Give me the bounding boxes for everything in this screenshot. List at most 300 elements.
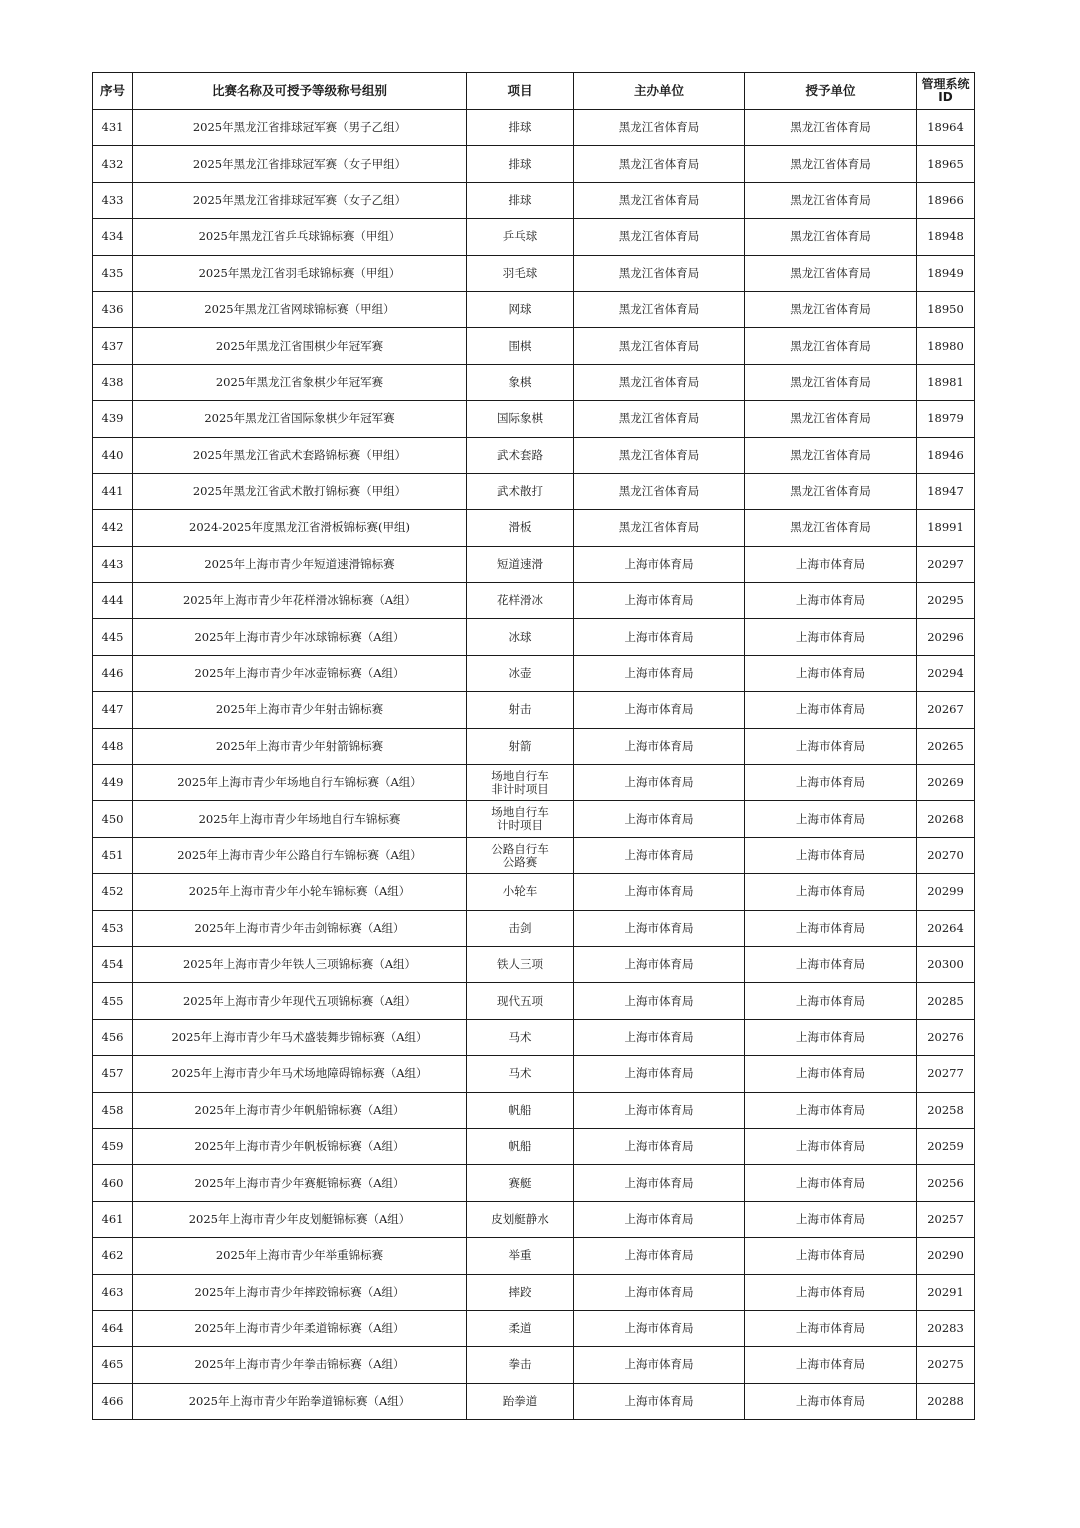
cell-system-id: 20285 — [917, 983, 975, 1019]
cell-system-id: 18964 — [917, 110, 975, 146]
sport-line: 网球 — [508, 302, 532, 317]
cell-sport — [467, 364, 574, 400]
cell-granting-unit: 上海市体育局 — [745, 692, 917, 728]
cell-system-id: 20257 — [917, 1201, 975, 1237]
header-competition-name: 比赛名称及可授予等级称号组别 — [133, 73, 467, 110]
table-row — [93, 692, 975, 728]
cell-sport — [467, 874, 574, 910]
table-row — [93, 1238, 975, 1274]
cell-host-unit: 黑龙江省体育局 — [574, 110, 745, 146]
header-sport: 项目 — [467, 73, 574, 110]
cell-sport — [467, 946, 574, 982]
cell-sport — [467, 291, 574, 327]
cell-serial-number: 466 — [93, 1383, 133, 1419]
cell-serial-number: 452 — [93, 874, 133, 910]
cell-serial-number: 443 — [93, 546, 133, 582]
sport-line: 皮划艇静水 — [491, 1211, 549, 1226]
sport-line: 铁人三项 — [497, 957, 543, 972]
cell-system-id: 20291 — [917, 1274, 975, 1310]
cell-host-unit: 黑龙江省体育局 — [574, 473, 745, 509]
cell-granting-unit: 上海市体育局 — [745, 1274, 917, 1310]
table-row — [93, 219, 975, 255]
cell-host-unit: 上海市体育局 — [574, 1056, 745, 1092]
cell-system-id: 18948 — [917, 219, 975, 255]
cell-competition-name: 2025年上海市青少年冰壶锦标赛（A组） — [133, 655, 467, 691]
cell-competition-name: 2025年黑龙江省排球冠军赛（男子乙组） — [133, 110, 467, 146]
cell-granting-unit: 上海市体育局 — [745, 619, 917, 655]
cell-host-unit: 黑龙江省体育局 — [574, 510, 745, 546]
cell-competition-name: 2024-2025年度黑龙江省滑板锦标赛(甲组) — [133, 510, 467, 546]
cell-sport — [467, 1092, 574, 1128]
table-row — [93, 1383, 975, 1419]
cell-competition-name: 2025年上海市青少年帆船锦标赛（A组） — [133, 1092, 467, 1128]
cell-granting-unit: 上海市体育局 — [745, 728, 917, 764]
cell-host-unit: 黑龙江省体育局 — [574, 255, 745, 291]
cell-granting-unit: 黑龙江省体育局 — [745, 364, 917, 400]
cell-serial-number: 440 — [93, 437, 133, 473]
cell-granting-unit: 上海市体育局 — [745, 1238, 917, 1274]
cell-host-unit: 上海市体育局 — [574, 1274, 745, 1310]
cell-host-unit: 上海市体育局 — [574, 728, 745, 764]
cell-granting-unit: 上海市体育局 — [745, 1128, 917, 1164]
cell-granting-unit: 上海市体育局 — [745, 1347, 917, 1383]
sport-line: 排球 — [508, 120, 532, 135]
cell-sport — [467, 219, 574, 255]
cell-system-id: 18949 — [917, 255, 975, 291]
cell-granting-unit: 上海市体育局 — [745, 946, 917, 982]
cell-sport — [467, 692, 574, 728]
cell-system-id: 20267 — [917, 692, 975, 728]
sport-line: 赛艇 — [508, 1175, 532, 1190]
sport-line: 击剑 — [508, 920, 532, 935]
table-row — [93, 401, 975, 437]
cell-competition-name: 2025年上海市青少年小轮车锦标赛（A组） — [133, 874, 467, 910]
table-row — [93, 328, 975, 364]
table-row — [93, 1274, 975, 1310]
cell-competition-name: 2025年上海市青少年现代五项锦标赛（A组） — [133, 983, 467, 1019]
cell-system-id: 18980 — [917, 328, 975, 364]
cell-host-unit: 上海市体育局 — [574, 1238, 745, 1274]
sport-line: 小轮车 — [502, 884, 538, 899]
cell-serial-number: 463 — [93, 1274, 133, 1310]
sport-line: 摔跤 — [508, 1284, 532, 1299]
cell-system-id: 20296 — [917, 619, 975, 655]
table-row — [93, 182, 975, 218]
cell-sport — [467, 1128, 574, 1164]
cell-granting-unit: 上海市体育局 — [745, 583, 917, 619]
cell-competition-name: 2025年上海市青少年皮划艇锦标赛（A组） — [133, 1201, 467, 1237]
cell-host-unit: 黑龙江省体育局 — [574, 219, 745, 255]
cell-serial-number: 432 — [93, 146, 133, 182]
cell-sport — [467, 110, 574, 146]
cell-granting-unit: 黑龙江省体育局 — [745, 146, 917, 182]
cell-granting-unit: 黑龙江省体育局 — [745, 110, 917, 146]
cell-competition-name: 2025年上海市青少年帆板锦标赛（A组） — [133, 1128, 467, 1164]
cell-host-unit: 上海市体育局 — [574, 1092, 745, 1128]
cell-granting-unit: 上海市体育局 — [745, 765, 917, 801]
sport-line: 公路自行车 — [491, 841, 549, 856]
table-header-row — [93, 73, 975, 110]
cell-serial-number: 461 — [93, 1201, 133, 1237]
cell-serial-number: 455 — [93, 983, 133, 1019]
sport-line: 乒乓球 — [502, 229, 538, 244]
cell-serial-number: 460 — [93, 1165, 133, 1201]
cell-host-unit: 上海市体育局 — [574, 946, 745, 982]
cell-serial-number: 454 — [93, 946, 133, 982]
cell-competition-name: 2025年黑龙江省围棋少年冠军赛 — [133, 328, 467, 364]
cell-competition-name: 2025年上海市青少年花样滑冰锦标赛（A组） — [133, 583, 467, 619]
cell-competition-name: 2025年上海市青少年赛艇锦标赛（A组） — [133, 1165, 467, 1201]
cell-serial-number: 450 — [93, 801, 133, 837]
table-row — [93, 655, 975, 691]
table-row — [93, 364, 975, 400]
sport-line: 花样滑冰 — [497, 593, 543, 608]
cell-system-id: 18979 — [917, 401, 975, 437]
cell-sport — [467, 437, 574, 473]
cell-host-unit: 上海市体育局 — [574, 874, 745, 910]
cell-sport — [467, 510, 574, 546]
cell-sport — [467, 1310, 574, 1346]
cell-serial-number: 433 — [93, 182, 133, 218]
cell-system-id: 20268 — [917, 801, 975, 837]
cell-granting-unit: 黑龙江省体育局 — [745, 510, 917, 546]
table-row — [93, 874, 975, 910]
cell-host-unit: 上海市体育局 — [574, 619, 745, 655]
cell-granting-unit: 上海市体育局 — [745, 1201, 917, 1237]
table-row — [93, 1165, 975, 1201]
cell-serial-number: 451 — [93, 837, 133, 873]
cell-serial-number: 458 — [93, 1092, 133, 1128]
sport-line: 计时项目 — [497, 818, 543, 833]
cell-sport — [467, 1165, 574, 1201]
table-row — [93, 619, 975, 655]
cell-host-unit: 上海市体育局 — [574, 765, 745, 801]
cell-serial-number: 464 — [93, 1310, 133, 1346]
cell-granting-unit: 上海市体育局 — [745, 874, 917, 910]
table-row — [93, 1310, 975, 1346]
cell-host-unit: 上海市体育局 — [574, 837, 745, 873]
cell-sport — [467, 728, 574, 764]
cell-granting-unit: 上海市体育局 — [745, 910, 917, 946]
sport-line: 冰球 — [508, 629, 532, 644]
table-row — [93, 728, 975, 764]
cell-host-unit: 上海市体育局 — [574, 583, 745, 619]
header-host-unit: 主办单位 — [574, 73, 745, 110]
cell-system-id: 18981 — [917, 364, 975, 400]
cell-serial-number: 445 — [93, 619, 133, 655]
cell-serial-number: 446 — [93, 655, 133, 691]
cell-system-id: 18965 — [917, 146, 975, 182]
cell-system-id: 20256 — [917, 1165, 975, 1201]
cell-serial-number: 438 — [93, 364, 133, 400]
table-row — [93, 983, 975, 1019]
table-row — [93, 146, 975, 182]
cell-granting-unit: 上海市体育局 — [745, 655, 917, 691]
cell-competition-name: 2025年上海市青少年短道速滑锦标赛 — [133, 546, 467, 582]
cell-system-id: 20297 — [917, 546, 975, 582]
cell-serial-number: 435 — [93, 255, 133, 291]
cell-granting-unit: 上海市体育局 — [745, 1165, 917, 1201]
cell-sport — [467, 255, 574, 291]
cell-host-unit: 上海市体育局 — [574, 801, 745, 837]
cell-host-unit: 上海市体育局 — [574, 692, 745, 728]
cell-serial-number: 434 — [93, 219, 133, 255]
cell-competition-name: 2025年上海市青少年马术场地障碍锦标赛（A组） — [133, 1056, 467, 1092]
cell-host-unit: 上海市体育局 — [574, 546, 745, 582]
cell-competition-name: 2025年上海市青少年射箭锦标赛 — [133, 728, 467, 764]
sport-line: 射箭 — [508, 738, 532, 753]
sport-line: 拳击 — [508, 1357, 532, 1372]
cell-serial-number: 459 — [93, 1128, 133, 1164]
cell-system-id: 20295 — [917, 583, 975, 619]
cell-granting-unit: 上海市体育局 — [745, 546, 917, 582]
cell-serial-number: 453 — [93, 910, 133, 946]
cell-host-unit: 黑龙江省体育局 — [574, 328, 745, 364]
cell-host-unit: 黑龙江省体育局 — [574, 364, 745, 400]
cell-system-id: 20300 — [917, 946, 975, 982]
cell-host-unit: 上海市体育局 — [574, 1310, 745, 1346]
cell-serial-number: 437 — [93, 328, 133, 364]
cell-host-unit: 上海市体育局 — [574, 1383, 745, 1419]
cell-competition-name: 2025年上海市青少年射击锦标赛 — [133, 692, 467, 728]
cell-sport — [467, 401, 574, 437]
cell-host-unit: 上海市体育局 — [574, 1201, 745, 1237]
cell-serial-number: 442 — [93, 510, 133, 546]
cell-granting-unit: 上海市体育局 — [745, 1019, 917, 1055]
cell-granting-unit: 上海市体育局 — [745, 1056, 917, 1092]
sport-line: 国际象棋 — [497, 411, 543, 426]
sport-line: 围棋 — [508, 338, 532, 353]
cell-granting-unit: 上海市体育局 — [745, 837, 917, 873]
cell-competition-name: 2025年上海市青少年摔跤锦标赛（A组） — [133, 1274, 467, 1310]
table-row — [93, 1092, 975, 1128]
sport-line: 场地自行车 — [491, 805, 549, 820]
sport-line: 排球 — [508, 156, 532, 171]
header-system-id-line2: ID — [938, 90, 953, 104]
table-row — [93, 473, 975, 509]
cell-sport — [467, 983, 574, 1019]
cell-competition-name: 2025年黑龙江省乒乓球锦标赛（甲组） — [133, 219, 467, 255]
cell-granting-unit: 黑龙江省体育局 — [745, 328, 917, 364]
cell-system-id: 18950 — [917, 291, 975, 327]
cell-competition-name: 2025年黑龙江省武术散打锦标赛（甲组） — [133, 473, 467, 509]
cell-sport — [467, 1056, 574, 1092]
sport-line: 柔道 — [508, 1321, 532, 1336]
cell-host-unit: 黑龙江省体育局 — [574, 146, 745, 182]
table-row — [93, 1019, 975, 1055]
cell-granting-unit: 上海市体育局 — [745, 983, 917, 1019]
cell-competition-name: 2025年黑龙江省国际象棋少年冠军赛 — [133, 401, 467, 437]
sport-line: 武术散打 — [497, 484, 543, 499]
table-row — [93, 1347, 975, 1383]
cell-granting-unit: 黑龙江省体育局 — [745, 291, 917, 327]
cell-sport — [467, 1238, 574, 1274]
header-system-id — [917, 73, 975, 110]
cell-sport — [467, 1019, 574, 1055]
cell-sport — [467, 546, 574, 582]
table-row — [93, 510, 975, 546]
cell-system-id: 20290 — [917, 1238, 975, 1274]
table-row — [93, 837, 975, 873]
cell-serial-number: 441 — [93, 473, 133, 509]
cell-competition-name: 2025年上海市青少年击剑锦标赛（A组） — [133, 910, 467, 946]
competition-table — [92, 72, 975, 1420]
cell-competition-name: 2025年黑龙江省武术套路锦标赛（甲组） — [133, 437, 467, 473]
cell-host-unit: 上海市体育局 — [574, 1165, 745, 1201]
cell-competition-name: 2025年上海市青少年冰球锦标赛（A组） — [133, 619, 467, 655]
cell-sport — [467, 146, 574, 182]
sport-line: 冰壶 — [508, 666, 532, 681]
cell-system-id: 20258 — [917, 1092, 975, 1128]
cell-competition-name: 2025年上海市青少年公路自行车锦标赛（A组） — [133, 837, 467, 873]
cell-system-id: 18947 — [917, 473, 975, 509]
cell-granting-unit: 黑龙江省体育局 — [745, 219, 917, 255]
table-row — [93, 583, 975, 619]
sport-line: 马术 — [508, 1066, 532, 1081]
cell-system-id: 18991 — [917, 510, 975, 546]
table-row — [93, 546, 975, 582]
cell-sport — [467, 473, 574, 509]
cell-competition-name: 2025年上海市青少年跆拳道锦标赛（A组） — [133, 1383, 467, 1419]
table-row — [93, 110, 975, 146]
cell-sport — [467, 619, 574, 655]
table-row — [93, 801, 975, 837]
cell-serial-number: 456 — [93, 1019, 133, 1055]
sport-line: 滑板 — [508, 520, 532, 535]
cell-serial-number: 462 — [93, 1238, 133, 1274]
table-row — [93, 1056, 975, 1092]
cell-host-unit: 上海市体育局 — [574, 1128, 745, 1164]
cell-sport — [467, 910, 574, 946]
cell-system-id: 20259 — [917, 1128, 975, 1164]
cell-competition-name: 2025年上海市青少年马术盛装舞步锦标赛（A组） — [133, 1019, 467, 1055]
cell-competition-name: 2025年黑龙江省象棋少年冠军赛 — [133, 364, 467, 400]
cell-competition-name: 2025年黑龙江省排球冠军赛（女子甲组） — [133, 146, 467, 182]
sport-line: 帆船 — [508, 1102, 532, 1117]
cell-serial-number: 444 — [93, 583, 133, 619]
table-row — [93, 765, 975, 801]
sport-line: 场地自行车 — [491, 768, 549, 783]
sport-line: 羽毛球 — [502, 265, 538, 280]
cell-sport — [467, 801, 574, 837]
sport-line: 举重 — [508, 1248, 532, 1263]
cell-sport — [467, 1383, 574, 1419]
cell-competition-name: 2025年黑龙江省羽毛球锦标赛（甲组） — [133, 255, 467, 291]
table-row — [93, 1201, 975, 1237]
cell-sport — [467, 837, 574, 873]
table-row — [93, 255, 975, 291]
cell-competition-name: 2025年上海市青少年柔道锦标赛（A组） — [133, 1310, 467, 1346]
cell-sport — [467, 328, 574, 364]
cell-competition-name: 2025年上海市青少年举重锦标赛 — [133, 1238, 467, 1274]
cell-competition-name: 2025年黑龙江省网球锦标赛（甲组） — [133, 291, 467, 327]
cell-host-unit: 黑龙江省体育局 — [574, 437, 745, 473]
cell-system-id: 20277 — [917, 1056, 975, 1092]
cell-sport — [467, 765, 574, 801]
cell-system-id: 18946 — [917, 437, 975, 473]
cell-competition-name: 2025年上海市青少年场地自行车锦标赛（A组） — [133, 765, 467, 801]
cell-serial-number: 448 — [93, 728, 133, 764]
cell-system-id: 20299 — [917, 874, 975, 910]
sport-line: 射击 — [508, 702, 532, 717]
cell-host-unit: 黑龙江省体育局 — [574, 182, 745, 218]
sport-line: 短道速滑 — [497, 556, 543, 571]
cell-system-id: 20275 — [917, 1347, 975, 1383]
cell-system-id: 20276 — [917, 1019, 975, 1055]
cell-granting-unit: 上海市体育局 — [745, 1383, 917, 1419]
table-row — [93, 946, 975, 982]
cell-host-unit: 黑龙江省体育局 — [574, 401, 745, 437]
header-serial-number: 序号 — [93, 73, 133, 110]
sport-line: 帆船 — [508, 1139, 532, 1154]
cell-serial-number: 447 — [93, 692, 133, 728]
cell-host-unit: 黑龙江省体育局 — [574, 291, 745, 327]
sport-line: 武术套路 — [497, 447, 543, 462]
cell-sport — [467, 1274, 574, 1310]
cell-system-id: 20264 — [917, 910, 975, 946]
cell-system-id: 20265 — [917, 728, 975, 764]
cell-granting-unit: 上海市体育局 — [745, 801, 917, 837]
header-system-id-line1: 管理系统 — [921, 77, 970, 91]
sport-line: 跆拳道 — [502, 1393, 538, 1408]
cell-serial-number: 439 — [93, 401, 133, 437]
cell-granting-unit: 上海市体育局 — [745, 1092, 917, 1128]
cell-host-unit: 上海市体育局 — [574, 910, 745, 946]
cell-serial-number: 457 — [93, 1056, 133, 1092]
cell-system-id: 20270 — [917, 837, 975, 873]
table-row — [93, 437, 975, 473]
cell-host-unit: 上海市体育局 — [574, 1347, 745, 1383]
cell-sport — [467, 655, 574, 691]
sport-line: 公路赛 — [502, 854, 538, 869]
table-row — [93, 910, 975, 946]
cell-host-unit: 上海市体育局 — [574, 655, 745, 691]
cell-competition-name: 2025年上海市青少年拳击锦标赛（A组） — [133, 1347, 467, 1383]
cell-sport — [467, 1201, 574, 1237]
cell-serial-number: 465 — [93, 1347, 133, 1383]
cell-system-id: 20288 — [917, 1383, 975, 1419]
cell-granting-unit: 黑龙江省体育局 — [745, 255, 917, 291]
sport-line: 排球 — [508, 192, 532, 207]
cell-system-id: 20269 — [917, 765, 975, 801]
sport-line: 现代五项 — [497, 993, 543, 1008]
cell-sport — [467, 583, 574, 619]
table-row — [93, 291, 975, 327]
table-row — [93, 1128, 975, 1164]
header-granting-unit: 授予单位 — [745, 73, 917, 110]
cell-system-id: 20283 — [917, 1310, 975, 1346]
cell-host-unit: 上海市体育局 — [574, 1019, 745, 1055]
cell-granting-unit: 上海市体育局 — [745, 1310, 917, 1346]
cell-serial-number: 431 — [93, 110, 133, 146]
cell-serial-number: 449 — [93, 765, 133, 801]
cell-competition-name: 2025年上海市青少年铁人三项锦标赛（A组） — [133, 946, 467, 982]
cell-granting-unit: 黑龙江省体育局 — [745, 437, 917, 473]
sport-line: 非计时项目 — [491, 781, 549, 796]
cell-granting-unit: 黑龙江省体育局 — [745, 473, 917, 509]
cell-system-id: 18966 — [917, 182, 975, 218]
sport-line: 马术 — [508, 1029, 532, 1044]
sport-line: 象棋 — [508, 374, 532, 389]
cell-competition-name: 2025年上海市青少年场地自行车锦标赛 — [133, 801, 467, 837]
cell-competition-name: 2025年黑龙江省排球冠军赛（女子乙组） — [133, 182, 467, 218]
cell-granting-unit: 黑龙江省体育局 — [745, 182, 917, 218]
cell-host-unit: 上海市体育局 — [574, 983, 745, 1019]
cell-sport — [467, 182, 574, 218]
cell-sport — [467, 1347, 574, 1383]
cell-serial-number: 436 — [93, 291, 133, 327]
cell-system-id: 20294 — [917, 655, 975, 691]
